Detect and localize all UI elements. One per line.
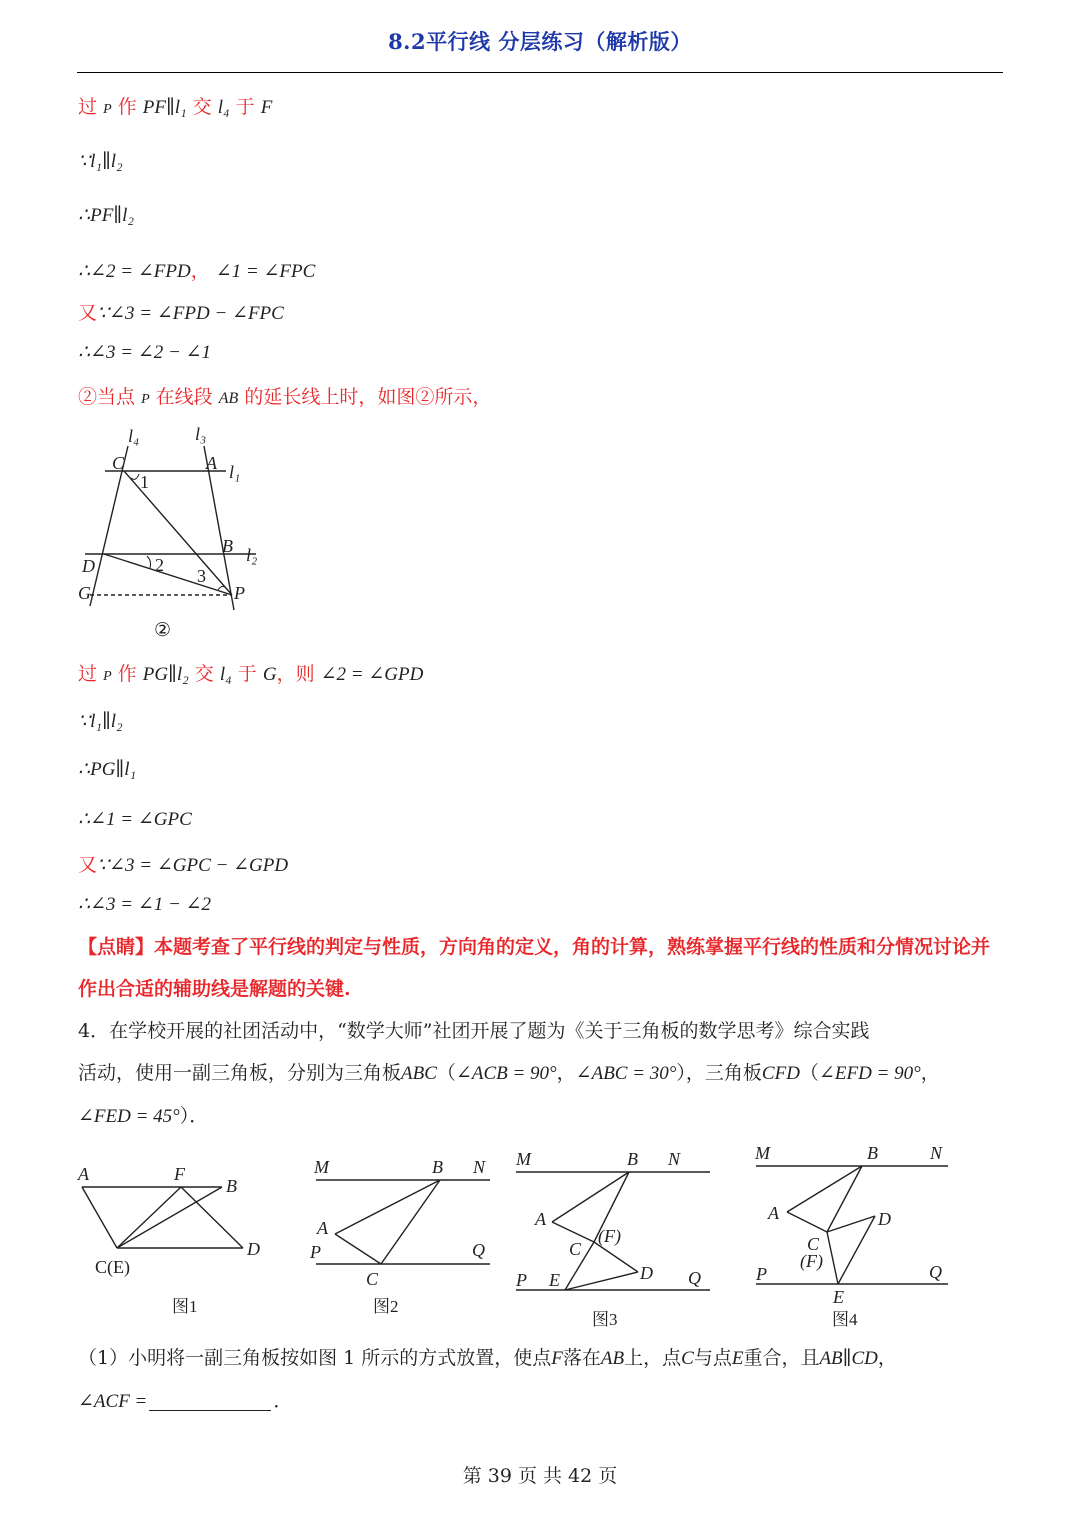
expr-angle1: ∠1 = ∠FPC	[215, 261, 316, 282]
text-yu: 于	[235, 96, 255, 118]
point-e: E	[731, 1348, 744, 1369]
solution-remark	[78, 926, 1008, 1010]
comma: ，	[920, 1062, 940, 1084]
fig3-caption: 图3	[592, 1310, 618, 1329]
sub1-text-5: 重合，且	[743, 1347, 820, 1369]
expr-pg-parallel-l2: PG∥l₂	[142, 664, 189, 685]
figure-case2	[70, 418, 280, 648]
paren-close: ）．	[179, 1105, 209, 1127]
figure2-caption: ②	[154, 620, 172, 641]
problem-number: 4．	[78, 1020, 110, 1042]
expr-angle2: ∴∠2 = ∠FPD	[78, 261, 191, 282]
expr-angle2-gpd: ∠2 = ∠GPD	[320, 664, 424, 685]
fig4-label-n: N	[930, 1143, 943, 1163]
solution-line-7	[78, 382, 491, 409]
text-extension: 的延长线上时，如图②所示，	[244, 386, 492, 408]
expr-ab-parallel-cd: AB∥CD	[819, 1348, 878, 1369]
point-p: P	[103, 102, 112, 117]
fig4-label-p: P	[756, 1264, 767, 1284]
text-guo: 过	[78, 663, 98, 685]
text-jiao: 交	[194, 663, 214, 685]
expr-pf-parallel-l1: PF∥l₁	[142, 97, 187, 118]
fig1-caption: 图1	[172, 1297, 198, 1316]
label-d: D	[82, 556, 95, 576]
solution-line-2: ∵l₁∥l₂	[78, 151, 123, 172]
problem-text-2: 活动，使用一副三角板，分别为三角板	[78, 1062, 402, 1084]
fig2-label-a: A	[317, 1218, 328, 1238]
text-zuo: 作	[117, 96, 137, 118]
fig3-label-e: E	[549, 1270, 560, 1290]
solution-line-4	[78, 256, 315, 283]
paren-open: （	[436, 1062, 456, 1084]
comma: ，	[877, 1347, 897, 1369]
label-l4: l₄	[128, 426, 140, 446]
solution-line-10: ∴PG∥l₁	[78, 759, 137, 780]
sub1-text-4: 与点	[693, 1347, 732, 1369]
fig2-label-q: Q	[472, 1240, 485, 1260]
label-g: G	[78, 583, 91, 603]
solution-line-6: ∴∠3 = ∠2 − ∠1	[78, 342, 211, 363]
comma: ，	[556, 1062, 576, 1084]
fig2-label-n: N	[473, 1157, 486, 1177]
fig3-label-c: C	[569, 1239, 582, 1259]
problem-text-1: 在学校开展的社团活动中，“数学大师”社团开展了题为《关于三角板的数学思考》综合实践	[109, 1020, 870, 1042]
label-a: A	[206, 453, 217, 473]
text-jiao: 交	[192, 96, 212, 118]
header-rule	[77, 72, 1003, 73]
angle-fed: ∠FED = 45°	[78, 1106, 180, 1127]
page-footer: 第 39 页 共 42 页	[462, 1465, 618, 1487]
text-you: 又	[78, 302, 98, 324]
solution-line-3: ∴PF∥l₂	[78, 205, 134, 226]
label-p: P	[234, 583, 245, 603]
paren-open: （	[799, 1062, 819, 1084]
angle-acb: ∠ACB = 90°	[455, 1063, 557, 1084]
text-case2: ②当点	[78, 386, 136, 408]
page-header-title: 8.2平行线 分层练习（解析版）	[388, 29, 692, 54]
fig1-label-a: A	[78, 1164, 89, 1184]
segment-ab: AB	[600, 1348, 625, 1369]
fig3-label-d: D	[640, 1263, 653, 1283]
fig1-label-b: B	[226, 1176, 237, 1196]
fig2-label-c: C	[366, 1269, 379, 1289]
fig3-label-b: B	[627, 1149, 638, 1169]
solution-line-9: ∵l₁∥l₂	[78, 711, 123, 732]
fig3-label-p: P	[516, 1270, 527, 1290]
fig4-label-e: E	[833, 1287, 844, 1307]
text-you: 又	[78, 854, 98, 876]
fig4-label-q: Q	[929, 1262, 942, 1282]
label-l3: l₃	[195, 424, 207, 444]
text-then: ，则	[276, 663, 315, 685]
figures-1-to-4	[70, 1140, 970, 1340]
line-l4: l₄	[217, 97, 230, 118]
fig4-label-f: (F)	[800, 1251, 823, 1271]
sub1-text-2: 落在	[562, 1347, 601, 1369]
solution-line-13: ∴∠3 = ∠1 − ∠2	[78, 894, 211, 915]
segment-ab: AB	[218, 390, 239, 407]
text-guo: 过	[78, 96, 98, 118]
fig3-label-m: M	[516, 1149, 531, 1169]
label-c: C	[112, 453, 125, 473]
point-f: F	[551, 1348, 563, 1369]
triangle-abc: ABC	[401, 1063, 437, 1084]
solution-line-8	[78, 659, 423, 686]
label-angle1: 1	[140, 472, 149, 492]
answer-blank[interactable]	[149, 1390, 271, 1411]
fig3-label-f: (F)	[598, 1226, 621, 1246]
angle-abc: ∠ABC = 30°	[575, 1063, 677, 1084]
point-p: P	[103, 669, 112, 684]
remark-text: 本题考查了平行线的判定与性质，方向角的定义，角的计算，熟练掌握平行线的性质和分情况讨论并作出合适的辅助线是解题的关键.	[78, 936, 991, 1000]
fig4-label-d: D	[878, 1209, 891, 1229]
label-angle2: 2	[155, 555, 164, 575]
solution-line-5	[78, 298, 284, 325]
remark-tag: 【点睛】	[78, 936, 155, 958]
fig3-label-q: Q	[688, 1268, 701, 1288]
fig2-label-p: P	[310, 1242, 321, 1262]
fig4-label-b: B	[867, 1143, 878, 1163]
sub1-text-3: 上，点	[624, 1347, 682, 1369]
fig1-label-ce: C(E)	[95, 1257, 130, 1277]
fig2-label-m: M	[314, 1157, 329, 1177]
text-segment: 在线段	[155, 386, 213, 408]
label-l2: l₂	[246, 545, 258, 565]
fig2-label-b: B	[432, 1157, 443, 1177]
solution-line-11: ∴∠1 = ∠GPC	[78, 809, 192, 830]
point-g: G	[262, 664, 277, 685]
fig3-label-n: N	[668, 1149, 681, 1169]
label-l1: l₁	[229, 462, 241, 482]
fig4-label-a: A	[768, 1203, 779, 1223]
label-b: B	[222, 536, 233, 556]
expr-angle3-gpc: ∵∠3 = ∠GPC − ∠GPD	[97, 855, 289, 876]
angle-acf: ∠ACF =	[78, 1391, 148, 1412]
point-p: P	[141, 392, 150, 407]
fig4-label-m: M	[755, 1143, 770, 1163]
line-l4: l₄	[219, 664, 232, 685]
fig3-label-a: A	[535, 1209, 546, 1229]
triangle-cfd: CFD	[761, 1063, 800, 1084]
solution-line-12	[78, 850, 288, 877]
period: ．	[273, 1390, 293, 1412]
text-yu: 于	[237, 663, 257, 685]
solution-line-1	[78, 92, 272, 119]
comma: ，	[190, 260, 210, 282]
problem-text-3: ），三角板	[676, 1062, 762, 1084]
fig4-caption: 图4	[832, 1310, 858, 1329]
text-zuo: 作	[117, 663, 137, 685]
angle-efd: ∠EFD = 90°	[818, 1063, 921, 1084]
expr-angle3: ∵∠3 = ∠FPD − ∠FPC	[97, 303, 284, 324]
point-c: C	[681, 1348, 694, 1369]
label-angle3: 3	[197, 566, 206, 586]
subquestion-1	[78, 1337, 1008, 1423]
fig1-label-f: F	[174, 1164, 185, 1184]
fig2-caption: 图2	[373, 1297, 399, 1316]
problem4-statement	[78, 1010, 1008, 1138]
fig1-label-d: D	[247, 1239, 260, 1259]
point-f: F	[260, 97, 273, 118]
sub1-text-1: （1）小明将一副三角板按如图 1 所示的方式放置，使点	[78, 1347, 552, 1369]
fig4-label-c: C	[807, 1234, 820, 1254]
